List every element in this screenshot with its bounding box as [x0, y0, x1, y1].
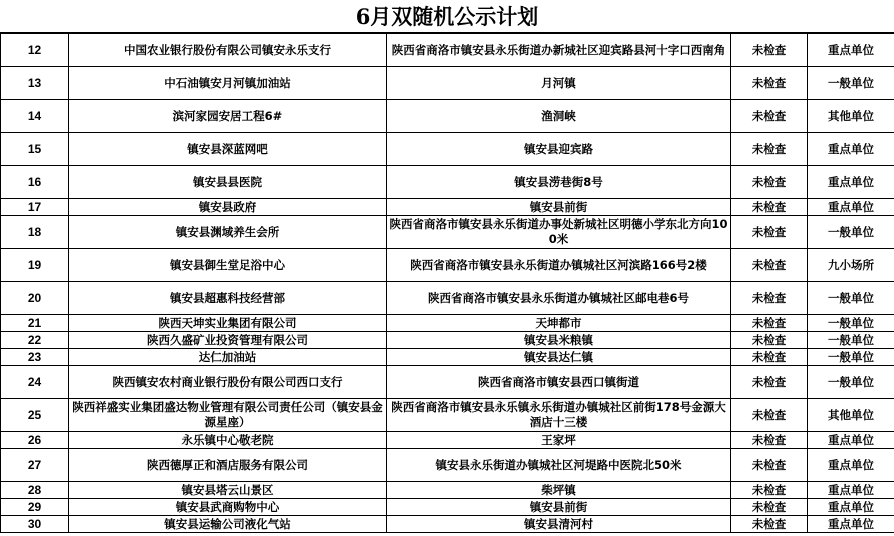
unit-name: 陕西久盛矿业投资管理有限公司	[69, 332, 387, 349]
unit-type: 重点单位	[808, 516, 894, 533]
unit-name: 中国农业银行股份有限公司镇安永乐支行	[69, 34, 387, 67]
check-status: 未检查	[731, 67, 808, 100]
row-number: 26	[1, 432, 69, 449]
table-row	[1, 516, 894, 533]
unit-type: 重点单位	[808, 482, 894, 499]
unit-address: 陕西省商洛市镇安县永乐街道办事处新城社区明德小学东北方向100米	[387, 216, 731, 249]
unit-name: 陕西镇安农村商业银行股份有限公司西口支行	[69, 366, 387, 399]
check-status: 未检查	[731, 399, 808, 432]
row-number: 14	[1, 100, 69, 133]
unit-name: 镇安县运输公司液化气站	[69, 516, 387, 533]
unit-name: 达仁加油站	[69, 349, 387, 366]
check-status: 未检查	[731, 216, 808, 249]
check-status: 未检查	[731, 516, 808, 533]
table-row	[1, 432, 894, 449]
table-row	[1, 499, 894, 516]
row-number: 12	[1, 34, 69, 67]
unit-address: 陕西省商洛市镇安县永乐街道办新城社区迎宾路县河十字口西南角	[387, 34, 731, 67]
unit-address: 镇安县涝巷街8号	[387, 166, 731, 199]
check-status: 未检查	[731, 166, 808, 199]
row-number: 21	[1, 315, 69, 332]
unit-address: 天坤都市	[387, 315, 731, 332]
unit-address: 镇安县米粮镇	[387, 332, 731, 349]
unit-type: 重点单位	[808, 432, 894, 449]
unit-address: 镇安县永乐街道办镇城社区河堤路中医院北50米	[387, 449, 731, 482]
unit-address: 陕西省商洛市镇安县西口镇街道	[387, 366, 731, 399]
row-number: 30	[1, 516, 69, 533]
unit-name: 镇安县政府	[69, 199, 387, 216]
unit-address: 镇安县前街	[387, 499, 731, 516]
unit-type: 重点单位	[808, 499, 894, 516]
check-status: 未检查	[731, 133, 808, 166]
table-row	[1, 34, 894, 67]
unit-type: 重点单位	[808, 166, 894, 199]
unit-name: 镇安县御生堂足浴中心	[69, 249, 387, 282]
table-row	[1, 449, 894, 482]
check-status: 未检查	[731, 199, 808, 216]
unit-name: 镇安县塔云山景区	[69, 482, 387, 499]
row-number: 20	[1, 282, 69, 315]
table-row	[1, 216, 894, 249]
row-number: 24	[1, 366, 69, 399]
check-status: 未检查	[731, 449, 808, 482]
unit-type: 重点单位	[808, 199, 894, 216]
check-status: 未检查	[731, 349, 808, 366]
unit-address: 陕西省商洛市镇安县永乐镇永乐街道办镇城社区前街178号金源大酒店十三楼	[387, 399, 731, 432]
unit-address: 镇安县迎宾路	[387, 133, 731, 166]
unit-name: 中石油镇安月河镇加油站	[69, 67, 387, 100]
unit-name: 永乐镇中心敬老院	[69, 432, 387, 449]
table-row	[1, 133, 894, 166]
unit-type: 重点单位	[808, 449, 894, 482]
unit-name: 镇安县深蓝网吧	[69, 133, 387, 166]
unit-type: 一般单位	[808, 282, 894, 315]
unit-type: 九小场所	[808, 249, 894, 282]
table-row	[1, 482, 894, 499]
row-number: 29	[1, 499, 69, 516]
table-row	[1, 399, 894, 432]
table-row	[1, 349, 894, 366]
sheet-title: 6月双随机公示计划	[0, 0, 894, 33]
unit-name: 陕西天坤实业集团有限公司	[69, 315, 387, 332]
unit-address: 陕西省商洛市镇安县永乐街道办镇城社区邮电巷6号	[387, 282, 731, 315]
unit-type: 重点单位	[808, 133, 894, 166]
row-number: 19	[1, 249, 69, 282]
unit-address: 陕西省商洛市镇安县永乐街道办镇城社区河滨路166号2楼	[387, 249, 731, 282]
unit-address: 柴坪镇	[387, 482, 731, 499]
row-number: 23	[1, 349, 69, 366]
unit-type: 一般单位	[808, 366, 894, 399]
check-status: 未检查	[731, 482, 808, 499]
unit-name: 镇安县武商购物中心	[69, 499, 387, 516]
unit-address: 镇安县前街	[387, 199, 731, 216]
check-status: 未检查	[731, 366, 808, 399]
row-number: 28	[1, 482, 69, 499]
unit-name: 陕西德厚正和酒店服务有限公司	[69, 449, 387, 482]
row-number: 25	[1, 399, 69, 432]
row-number: 18	[1, 216, 69, 249]
row-number: 16	[1, 166, 69, 199]
table-row	[1, 249, 894, 282]
check-status: 未检查	[731, 432, 808, 449]
unit-name: 镇安县超惠科技经营部	[69, 282, 387, 315]
table-row	[1, 100, 894, 133]
unit-address: 镇安县清河村	[387, 516, 731, 533]
table-row	[1, 366, 894, 399]
row-number: 17	[1, 199, 69, 216]
unit-type: 一般单位	[808, 216, 894, 249]
table-row	[1, 282, 894, 315]
unit-type: 其他单位	[808, 100, 894, 133]
unit-type: 一般单位	[808, 315, 894, 332]
row-number: 27	[1, 449, 69, 482]
table-row	[1, 67, 894, 100]
row-number: 15	[1, 133, 69, 166]
check-status: 未检查	[731, 332, 808, 349]
table-row	[1, 199, 894, 216]
table-row	[1, 166, 894, 199]
unit-name: 镇安县渊域养生会所	[69, 216, 387, 249]
plan-table	[0, 33, 894, 533]
check-status: 未检查	[731, 100, 808, 133]
check-status: 未检查	[731, 282, 808, 315]
check-status: 未检查	[731, 315, 808, 332]
check-status: 未检查	[731, 249, 808, 282]
unit-type: 重点单位	[808, 34, 894, 67]
check-status: 未检查	[731, 499, 808, 516]
row-number: 13	[1, 67, 69, 100]
unit-address: 镇安县达仁镇	[387, 349, 731, 366]
table-row	[1, 332, 894, 349]
unit-address: 渔洞峡	[387, 100, 731, 133]
unit-type: 一般单位	[808, 332, 894, 349]
unit-name: 滨河家园安居工程6#	[69, 100, 387, 133]
unit-type: 一般单位	[808, 349, 894, 366]
row-number: 22	[1, 332, 69, 349]
table-row	[1, 315, 894, 332]
unit-address: 王家坪	[387, 432, 731, 449]
unit-address: 月河镇	[387, 67, 731, 100]
unit-type: 其他单位	[808, 399, 894, 432]
unit-name: 镇安县县医院	[69, 166, 387, 199]
unit-name: 陕西祥盛实业集团盛达物业管理有限公司责任公司（镇安县金源星座）	[69, 399, 387, 432]
check-status: 未检查	[731, 34, 808, 67]
unit-type: 一般单位	[808, 67, 894, 100]
